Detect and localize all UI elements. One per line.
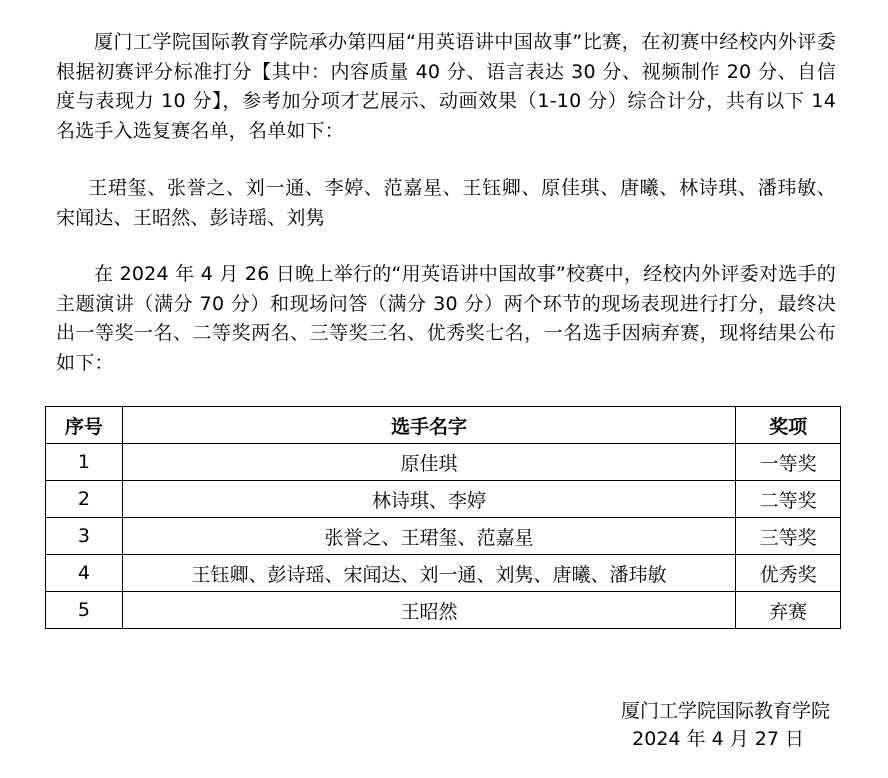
signature-date: 2024 年 4 月 27 日 <box>632 728 804 750</box>
table-row <box>46 555 841 592</box>
header-award: 奖项 <box>736 407 841 444</box>
row-award: 弃赛 <box>736 592 841 629</box>
header-names: 选手名字 <box>122 407 735 444</box>
results-table <box>45 406 841 629</box>
row-index: 1 <box>46 444 123 481</box>
row-names: 林诗琪、李婷 <box>122 481 735 518</box>
row-index: 3 <box>46 518 123 555</box>
row-names: 王钰卿、彭诗瑶、宋闻达、刘一通、刘隽、唐曦、潘玮敏 <box>122 555 735 592</box>
header-index: 序号 <box>46 407 123 444</box>
row-names: 王昭然 <box>122 592 735 629</box>
results-intro-paragraph: 在 2024 年 4 月 26 日晚上举行的“用英语讲中国故事”校赛中，经校内外评委对选手的主题演讲（满分 70 分）和现场问答（满分 30 分）两个环节的现场表现进行打分，最终决出一等奖一名、二等奖两名、三等奖三名、优秀奖七名，一名选手因病弃赛，现将结果公布如下： <box>56 263 836 374</box>
row-award: 一等奖 <box>736 444 841 481</box>
table-row <box>46 481 841 518</box>
intro-paragraph: 厦门工学院国际教育学院承办第四届“用英语讲中国故事”比赛，在初赛中经校内外评委根据初赛评分标准打分【其中：内容质量 40 分、语言表达 30 分、视频制作 20 分、自信度与表现力 10 分】，参考加分项才艺展示、动画效果（1-10 分）综合计分，共有以下 14 名选手入选复赛名单，名单如下： <box>56 31 836 142</box>
table-row <box>46 518 841 555</box>
signature-organization: 厦门工学院国际教育学院 <box>620 700 830 722</box>
row-award: 三等奖 <box>736 518 841 555</box>
table-header-row <box>46 407 841 444</box>
row-index: 4 <box>46 555 123 592</box>
row-award: 优秀奖 <box>736 555 841 592</box>
row-award: 二等奖 <box>736 481 841 518</box>
row-names: 张誉之、王珺玺、范嘉星 <box>122 518 735 555</box>
table-row <box>46 592 841 629</box>
table-row <box>46 444 841 481</box>
finalists-paragraph: 王珺玺、张誉之、刘一通、李婷、范嘉星、王钰卿、原佳琪、唐曦、林诗琪、潘玮敏、宋闻达、王昭然、彭诗瑶、刘隽 <box>56 177 836 229</box>
row-index: 5 <box>46 592 123 629</box>
row-index: 2 <box>46 481 123 518</box>
row-names: 原佳琪 <box>122 444 735 481</box>
